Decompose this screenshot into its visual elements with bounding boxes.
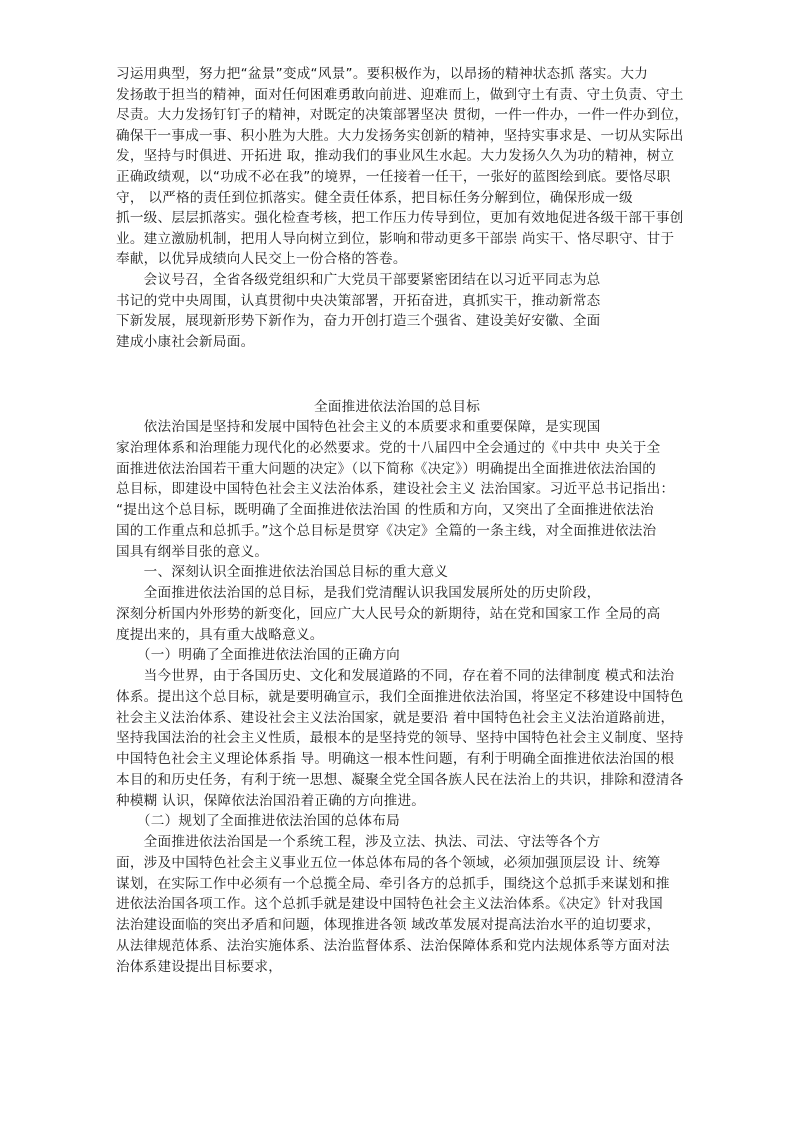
text-line: 从法律规范体系、法治实施体系、法治监督体系、法治保障体系和党内法规体系等方面对法 <box>116 937 670 954</box>
text-line: 正确政绩观，以“功成不必在我”的境界，一任接着一任干，一张好的蓝图绘到底。要恪尽职 <box>116 169 671 185</box>
text-line: 发扬敢于担当的精神，面对任何困难勇敢向前进、迎难而上，做到守土有责、守土负责、守土 <box>116 86 684 103</box>
text-line: 书记的党中央周围，认真贯彻中央决策部署，开拓奋进，真抓实干，推动新常态 <box>116 292 601 309</box>
text-line: 进依法治国各项工作。这个总抓手就是建设中国特色社会主义法治体系。《决定》针对我国 <box>116 896 663 913</box>
text-line: 法治建设面临的突出矛盾和问题，体现推进各领 域改革发展对提高法治水平的迫切要求， <box>116 917 661 933</box>
text-line: 家治理体系和治理能力现代化的必然要求。党的十八届四中全会通过的《中共中 央关于全 <box>116 439 661 456</box>
text-line: （二）规划了全面推进依法治国的总体布局 <box>116 813 400 830</box>
text-line: 面推进依法治国若干重大问题的决定》（以下简称《决定》）明确提出全面推进依法治国的 <box>116 460 657 477</box>
text-line: 奉献，以优异成绩向人民交上一份合格的答卷。 <box>116 251 407 268</box>
text-line: 总目标，即建设中国特色社会主义法治体系，建设社会主义 法治国家。习近平总书记指出： <box>116 481 675 498</box>
text-line: 治体系建设提出目标要求， <box>116 958 283 975</box>
text-line: 种模糊 认识，保障依法治国沿着正确的方向推进。 <box>116 792 426 809</box>
text-line: 尽责。大力发扬钉钉子的精神，对既定的决策部署坚决 贯彻，一件一件办，一件一件办到位， <box>116 107 689 124</box>
text-line: 当今世界，由于各国历史、文化和发展道路的不同，存在着不同的法律制度 模式和法治 <box>116 668 675 684</box>
text-line: 国的工作重点和总抓手。”这个总目标是贯穿《决定》全篇的一条主线，对全面推进依法治 <box>116 522 657 539</box>
text-line: 社会主义法治体系、建设社会主义法治国家，就是要沿 着中国特色社会主义法治道路前进， <box>116 709 675 726</box>
text-line: 本目的和历史任务，有利于统一思想、凝聚全党全国各族人民在法治上的共识，排除和澄清各 <box>116 771 684 788</box>
text-line: 坚持我国法治的社会主义性质，最根本的是坚持党的领导、坚持中国特色社会主义制度、坚持 <box>116 730 684 747</box>
text-line: 会议号召，全省各级党组织和广大党员干部要紧密团结在以习近平同志为总 <box>116 272 601 288</box>
text-line: 中国特色社会主义理论体系指 导。明确这一根本性问题，有利于明确全面推进依法治国的根 <box>116 751 675 767</box>
text-line: 守， 以严格的责任到位抓落实。健全责任体系，把目标任务分解到位，确保形成一级 <box>116 189 633 206</box>
text-line: “提出这个总目标，既明确了全面推进依法治国 的性质和方向，又突出了全面推进依法治 <box>116 502 654 518</box>
text-line: 依法治国是坚持和发展中国特色社会主义的本质要求和重要保障，是实现国 <box>116 419 601 435</box>
text-line: 全面推进依法治国的总目标，是我们党清醒认识我国发展所处的历史阶段， <box>116 585 601 601</box>
text-line: 深刻分析国内外形势的新变化，回应广大人民号众的新期待，站在党和国家工作 全局的高 <box>116 605 661 622</box>
text-line: 确保干一事成一事、积小胜为大胜。大力发扬务实创新的精神，坚持实事求是、一切从实际出 <box>116 127 684 144</box>
text-line: 面，涉及中国特色社会主义事业五位一体总体布局的各个领域，必须加强顶层设 计、统筹 <box>116 854 661 871</box>
text-line: 抓一级、层层抓落实。强化检查考核，把工作压力传导到位，更加有效地促进各级干部干事创 <box>116 210 684 227</box>
text-line: 体系。提出这个总目标，就是要明确宣示，我们全面推进依法治国，将坚定不移建设中国特色 <box>116 688 684 705</box>
text-line: 建成小康社会新局面。 <box>116 333 255 350</box>
text-line: 度提出来的，具有重大战略意义。 <box>116 626 324 643</box>
text-line: 业。建立激励机制，把用人导向树立到位，影响和带动更多干部崇 尚实干、恪尽职守、甘于 <box>116 230 675 247</box>
text-line: （一）明确了全面推进依法治国的正确方向 <box>116 647 400 664</box>
text-line: 全面推进依法治国是一个系统工程，涉及立法、执法、司法、守法等各个方 <box>116 834 601 850</box>
text-line: 习运用典型，努力把“盆景”变成“风景”。要积极作为，以昂扬的精神状态抓 落实。大力 <box>116 66 649 82</box>
text-line: 一、深刻认识全面推进依法治国总目标的重大意义 <box>116 564 449 581</box>
text-line: 国具有纲举目张的意义。 <box>116 543 269 560</box>
section-title: 全面推进依法治国的总目标 <box>313 399 481 415</box>
text-line: 谋划，在实际工作中必须有一个总揽全局、牵引各方的总抓手，围绕这个总抓手来谋划和推 <box>116 875 670 892</box>
text-line: 下新发展，展现新形势下新作为，奋力开创打造三个强省、建设美好安徽、全面 <box>116 313 601 330</box>
text-line: 发，坚持与时俱进、开拓进 取，推动我们的事业风生水起。大力发扬久久为功的精神，树立 <box>116 148 675 165</box>
